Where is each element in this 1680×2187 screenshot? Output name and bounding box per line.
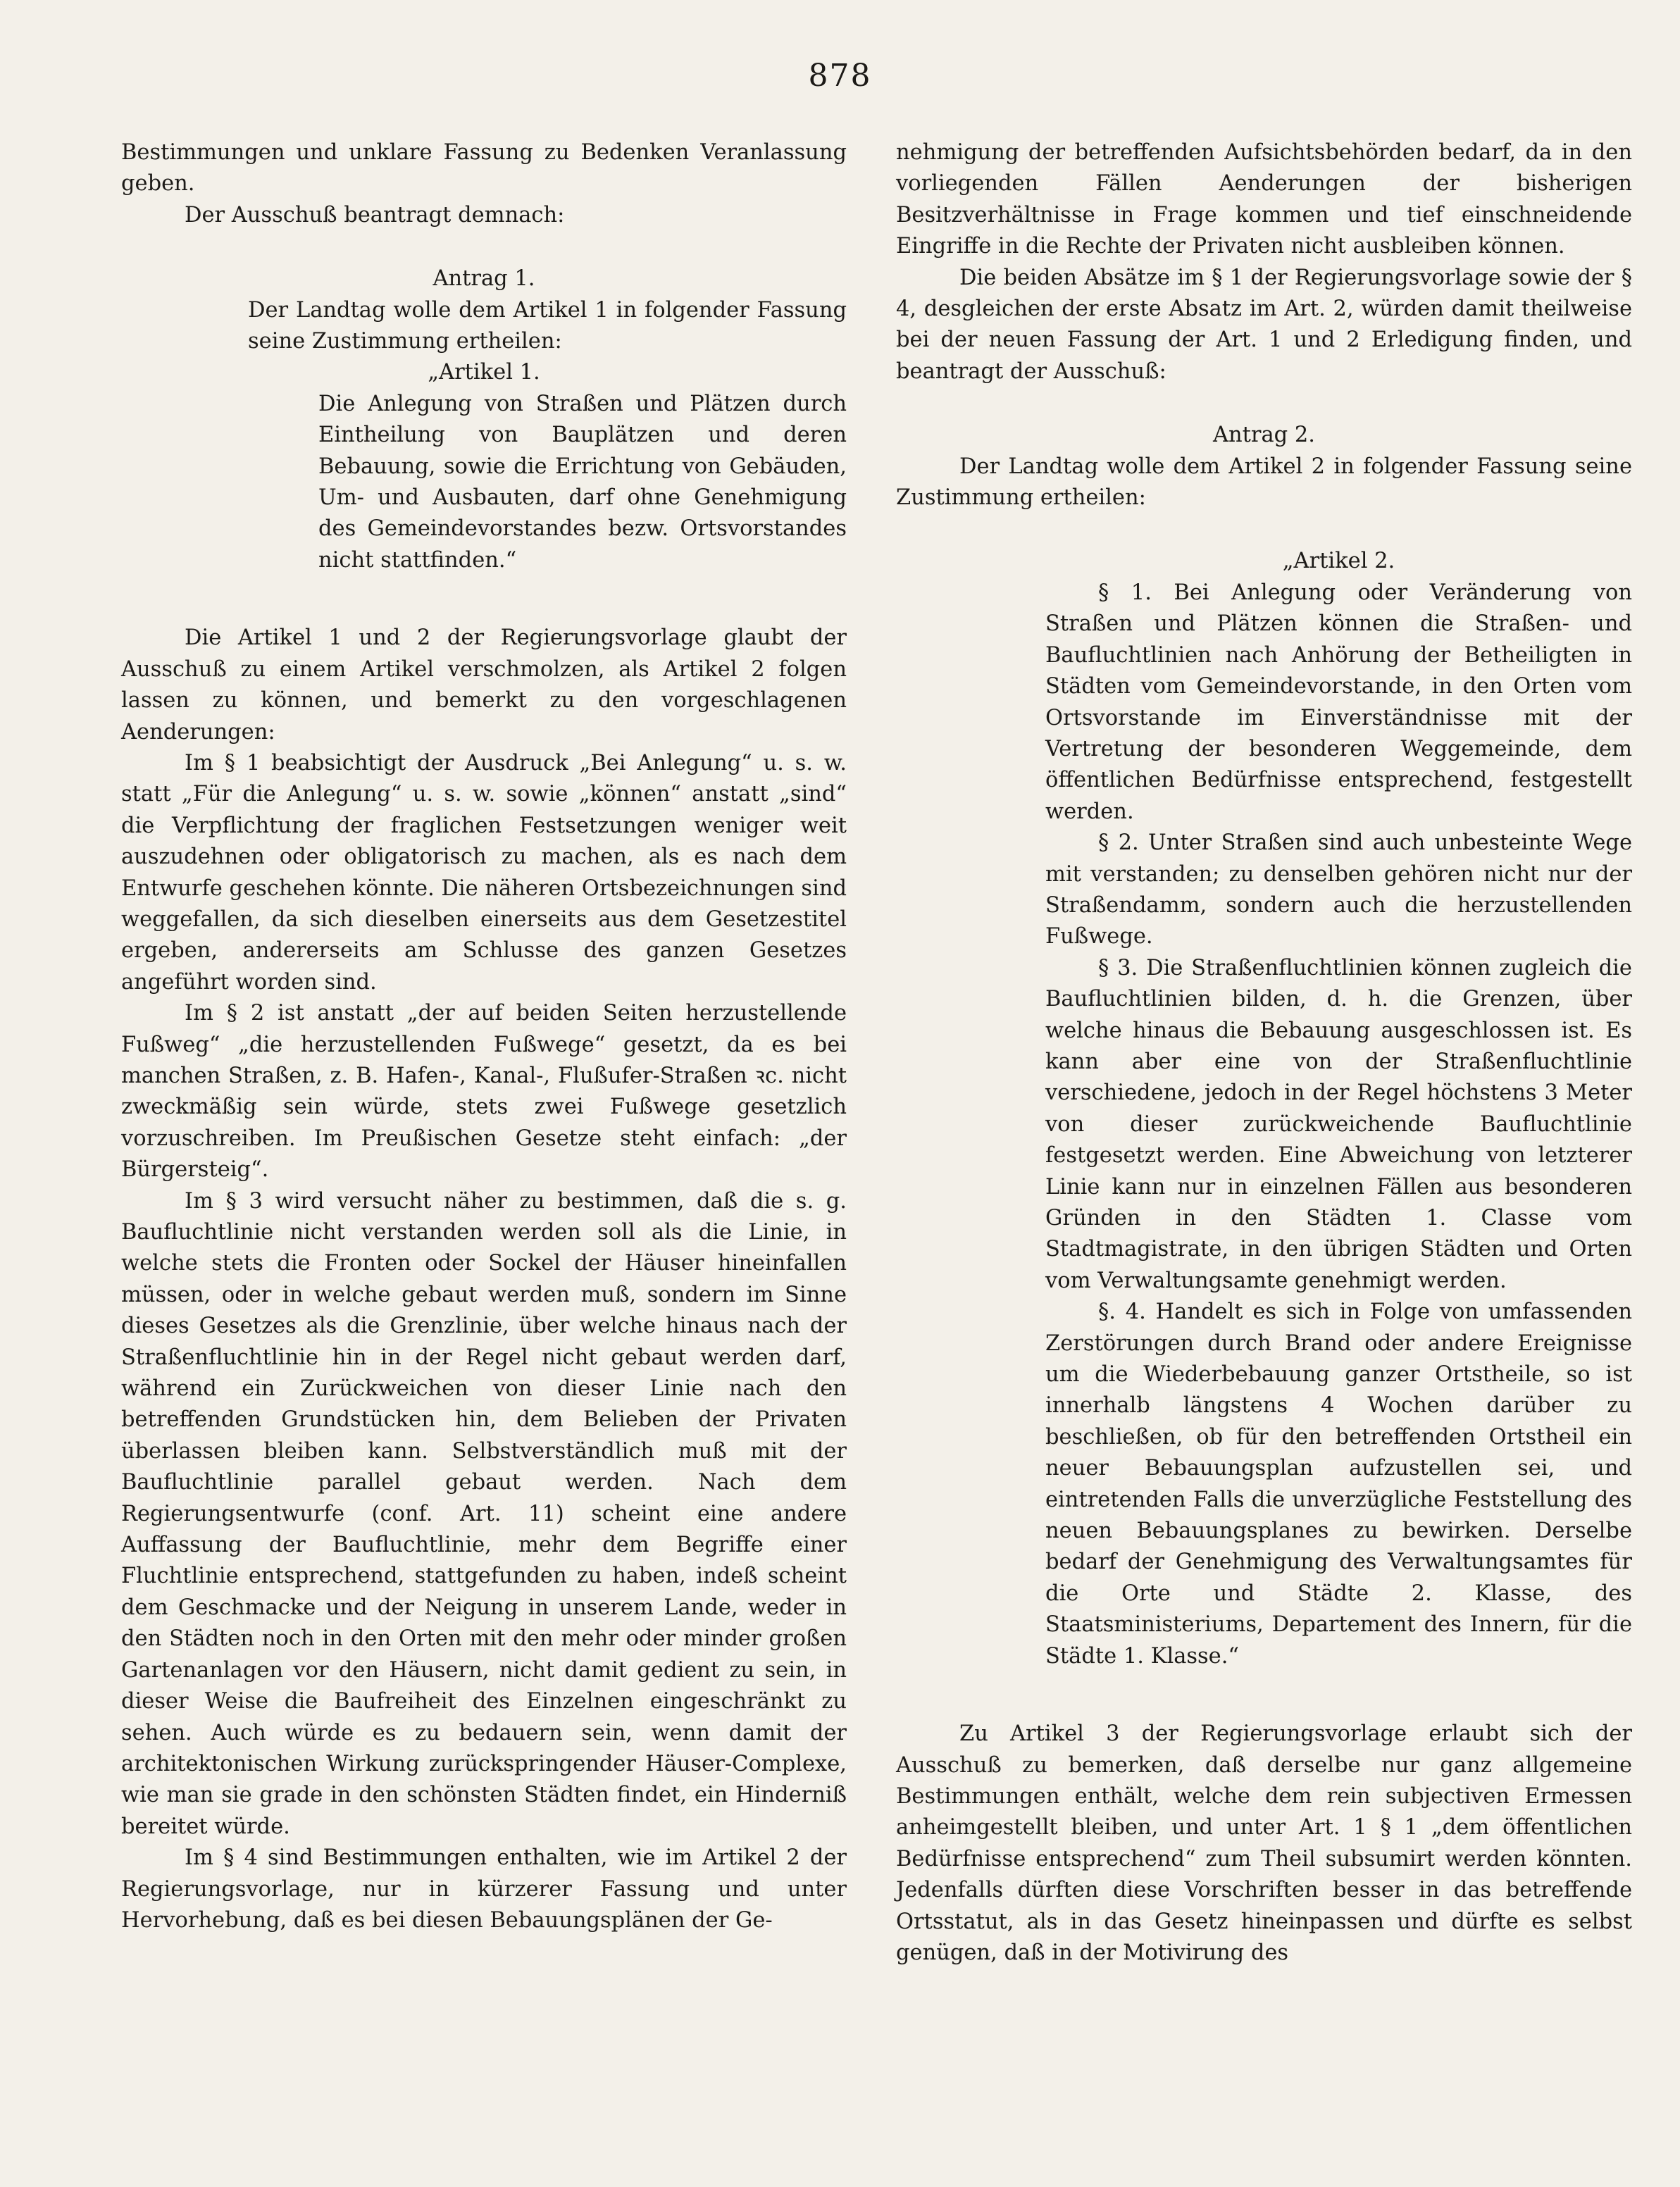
- left-paragraph-7: Im § 4 sind Bestimmungen enthalten, wie im Artikel 2 der Regierungsvorlage, nur in kürzerer Fassung und unter Hervorhebung, daß es bei diesen Bebauungsplänen der Ge-: [121, 1845, 847, 1933]
- artikel-2-section-3: § 3. Die Straßenfluchtlinien können zugleich die Baufluchtlinien bilden, d. h. die Grenzen, über welche hinaus die Bebauung ausgeschlossen ist. Es kann aber eine von der Straßenfluchtlinie verschiedene, jedoch in der Regel höchstens 3 Meter von dieser zurückweichende Baufluchtlinie festgesetzt werden. Eine Abweichung von letzterer Linie kann nur in einzelnen Fällen aus besonderen Gründen in den Städten 1. Classe vom Stadtmagistrate, in den übrigen Städten und Orten vom Verwaltungsamte genehmigt werden.: [1045, 955, 1632, 1293]
- left-paragraph-2: Der Ausschuß beantragt demnach:: [185, 202, 565, 228]
- antrag-2-heading: Antrag 2.: [1212, 423, 1315, 448]
- left-paragraph-4: Im § 1 beabsichtigt der Ausdruck „Bei Anlegung“ u. s. w. statt „Für die Anlegung“ u. s. w. sowie „können“ anstatt „sind“ die Verpflichtung der fraglichen Festsetzungen weniger weit auszudehnen oder obligatorisch zu machen, als es nach dem Entwurfe geschehen könnte. Die näheren Ortsbezeichnungen sind weggefallen, da sich dieselben einerseits aus dem Gesetzestitel ergeben, andererseits am Schlusse des ganzen Gesetzes angeführt worden sind.: [121, 750, 847, 995]
- artikel-2-section-2: § 2. Unter Straßen sind auch unbesteinte Wege mit verstanden; zu denselben gehören nicht nur der Straßendamm, sondern auch die herzustellenden Fußwege.: [1045, 830, 1632, 949]
- page-number: 878: [808, 58, 872, 94]
- left-paragraph-5: Im § 2 ist anstatt „der auf beiden Seiten herzustellende Fußweg“ „die herzustellenden Fußwege“ gesetzt, da es bei manchen Straßen, z. B. Hafen-, Kanal-, Flußufer-Straßen ꝛc. nicht zweckmäßig sein würde, stets zwei Fußwege gesetzlich vorzuschreiben. Im Preußischen Gesetze steht einfach: „der Bürgersteig“.: [121, 1001, 847, 1183]
- right-paragraph-2: Die beiden Absätze im § 1 der Regierungsvorlage sowie der § 4, desgleichen der erste Absatz im Art. 2, würden damit theilweise bei der neuen Fassung der Art. 1 und 2 Erledigung finden, und beantragt der Ausschuß:: [896, 265, 1632, 384]
- left-paragraph-6: Im § 3 wird versucht näher zu bestimmen, daß die s. g. Baufluchtlinie nicht verstanden werden soll als die Linie, in welche stets die Fronten oder Sockel der Häuser hineinfallen müssen, oder in welche gebaut werden muß, sondern im Sinne dieses Gesetzes als die Grenzlinie, über welche hinaus nach der Straßenfluchtlinie hin in der Regel nicht gebaut werden darf, während ein Zurückweichen von dieser Linie nach den betreffenden Grundstücken hin, dem Belieben der Privaten überlassen bleiben kann. Selbstverständlich muß mit der Baufluchtlinie parallel gebaut werden. Nach dem Regierungsentwurfe (conf. Art. 11) scheint eine andere Auffassung der Baufluchtlinie, mehr dem Begriffe einer Fluchtlinie entsprechend, stattgefunden zu haben, indeß scheint dem Geschmacke und der Neigung in unserem Lande, weder in den Städten noch in den Orten mit den mehr oder minder großen Gartenanlagen vor den Häusern, nicht damit gedient zu sein, in dieser Weise die Baufreiheit des Einzelnen eingeschränkt zu sehen. Auch würde es zu bedauern sein, wenn damit der architektonischen Wirkung zurückspringender Häuser-Complexe, wie man sie grade in den schönsten Städten findet, ein Hinderniß bereitet würde.: [121, 1188, 847, 1839]
- artikel-1-text: Die Anlegung von Straßen und Plätzen durch Eintheilung von Bauplätzen und deren Bebauung, sowie die Errichtung von Gebäuden, Um- und Ausbauten, darf ohne Genehmigung des Gemeindevorstandes bezw. Ortsvorstandes nicht stattfinden.“: [318, 391, 847, 573]
- right-paragraph-1: nehmigung der betreffenden Aufsichtsbehörden bedarf, da in den vorliegenden Fällen Aenderungen der bisherigen Besitzverhältnisse in Frage kommen und tief einschneidende Eingriffe in die Rechte der Privaten nicht ausbleiben können.: [896, 140, 1632, 259]
- antrag-2-text: Der Landtag wolle dem Artikel 2 in folgender Fassung seine Zustimmung ertheilen:: [896, 454, 1632, 511]
- right-paragraph-3: Zu Artikel 3 der Regierungsvorlage erlaubt sich der Ausschuß zu bemerken, daß derselbe nur ganz allgemeine Bestimmungen enthält, welche dem rein subjectiven Ermessen anheimgestellt bleiben, und unter Art. 1 § 1 „dem öffentlichen Bedürfnisse entsprechend“ zum Theil subsumirt werden könnten. Jedenfalls dürften diese Vorschriften besser in das betreffende Ortsstatut, als in das Gesetz hineinpassen und dürfte es selbst genügen, daß in der Motivirung des: [896, 1721, 1632, 1965]
- artikel-2-section-4: §. 4. Handelt es sich in Folge von umfassenden Zerstörungen durch Brand oder andere Ereignisse um die Wiederbebauung ganzer Ortstheile, so ist innerhalb längstens 4 Wochen darüber zu beschließen, ob für den betreffenden Ortstheil ein neuer Bebauungsplan aufzustellen sei, und eintretenden Falls die unverzügliche Feststellung des neuen Bebauungsplanes zu bewirken. Derselbe bedarf der Genehmigung des Verwaltungsamtes für die Orte und Städte 2. Klasse, des Staatsministeriums, Departement des Innern, für die Städte 1. Klasse.“: [1045, 1300, 1632, 1669]
- antrag-1-text: Der Landtag wolle dem Artikel 1 in folgender Fassung seine Zustimmung ertheilen:: [248, 297, 847, 354]
- artikel-1-heading: „Artikel 1.: [428, 360, 540, 385]
- artikel-2-section-1: § 1. Bei Anlegung oder Veränderung von Straßen und Plätzen können die Straßen- und Baufluchtlinien nach Anhörung der Betheiligten in Städten vom Gemeindevorstande, in den Orten vom Ortsvorstande im Einverständnisse mit der Vertretung der besonderen Weggemeinde, dem öffentlichen Bedürfnisse entsprechend, festgestellt werden.: [1045, 580, 1632, 824]
- right-column: [896, 137, 1632, 1969]
- antrag-1-heading: Antrag 1.: [433, 266, 535, 292]
- left-column: [121, 137, 847, 1936]
- artikel-2-heading: „Artikel 2.: [1282, 549, 1395, 574]
- left-paragraph-3: Die Artikel 1 und 2 der Regierungsvorlage glaubt der Ausschuß zu einem Artikel verschmolzen, als Artikel 2 folgen lassen zu können, und bemerkt zu den vorgeschlagenen Aenderungen:: [121, 625, 847, 744]
- artikel-2-block: [896, 546, 1632, 1672]
- left-paragraph-1: Bestimmungen und unklare Fassung zu Bedenken Veranlassung geben.: [121, 140, 847, 197]
